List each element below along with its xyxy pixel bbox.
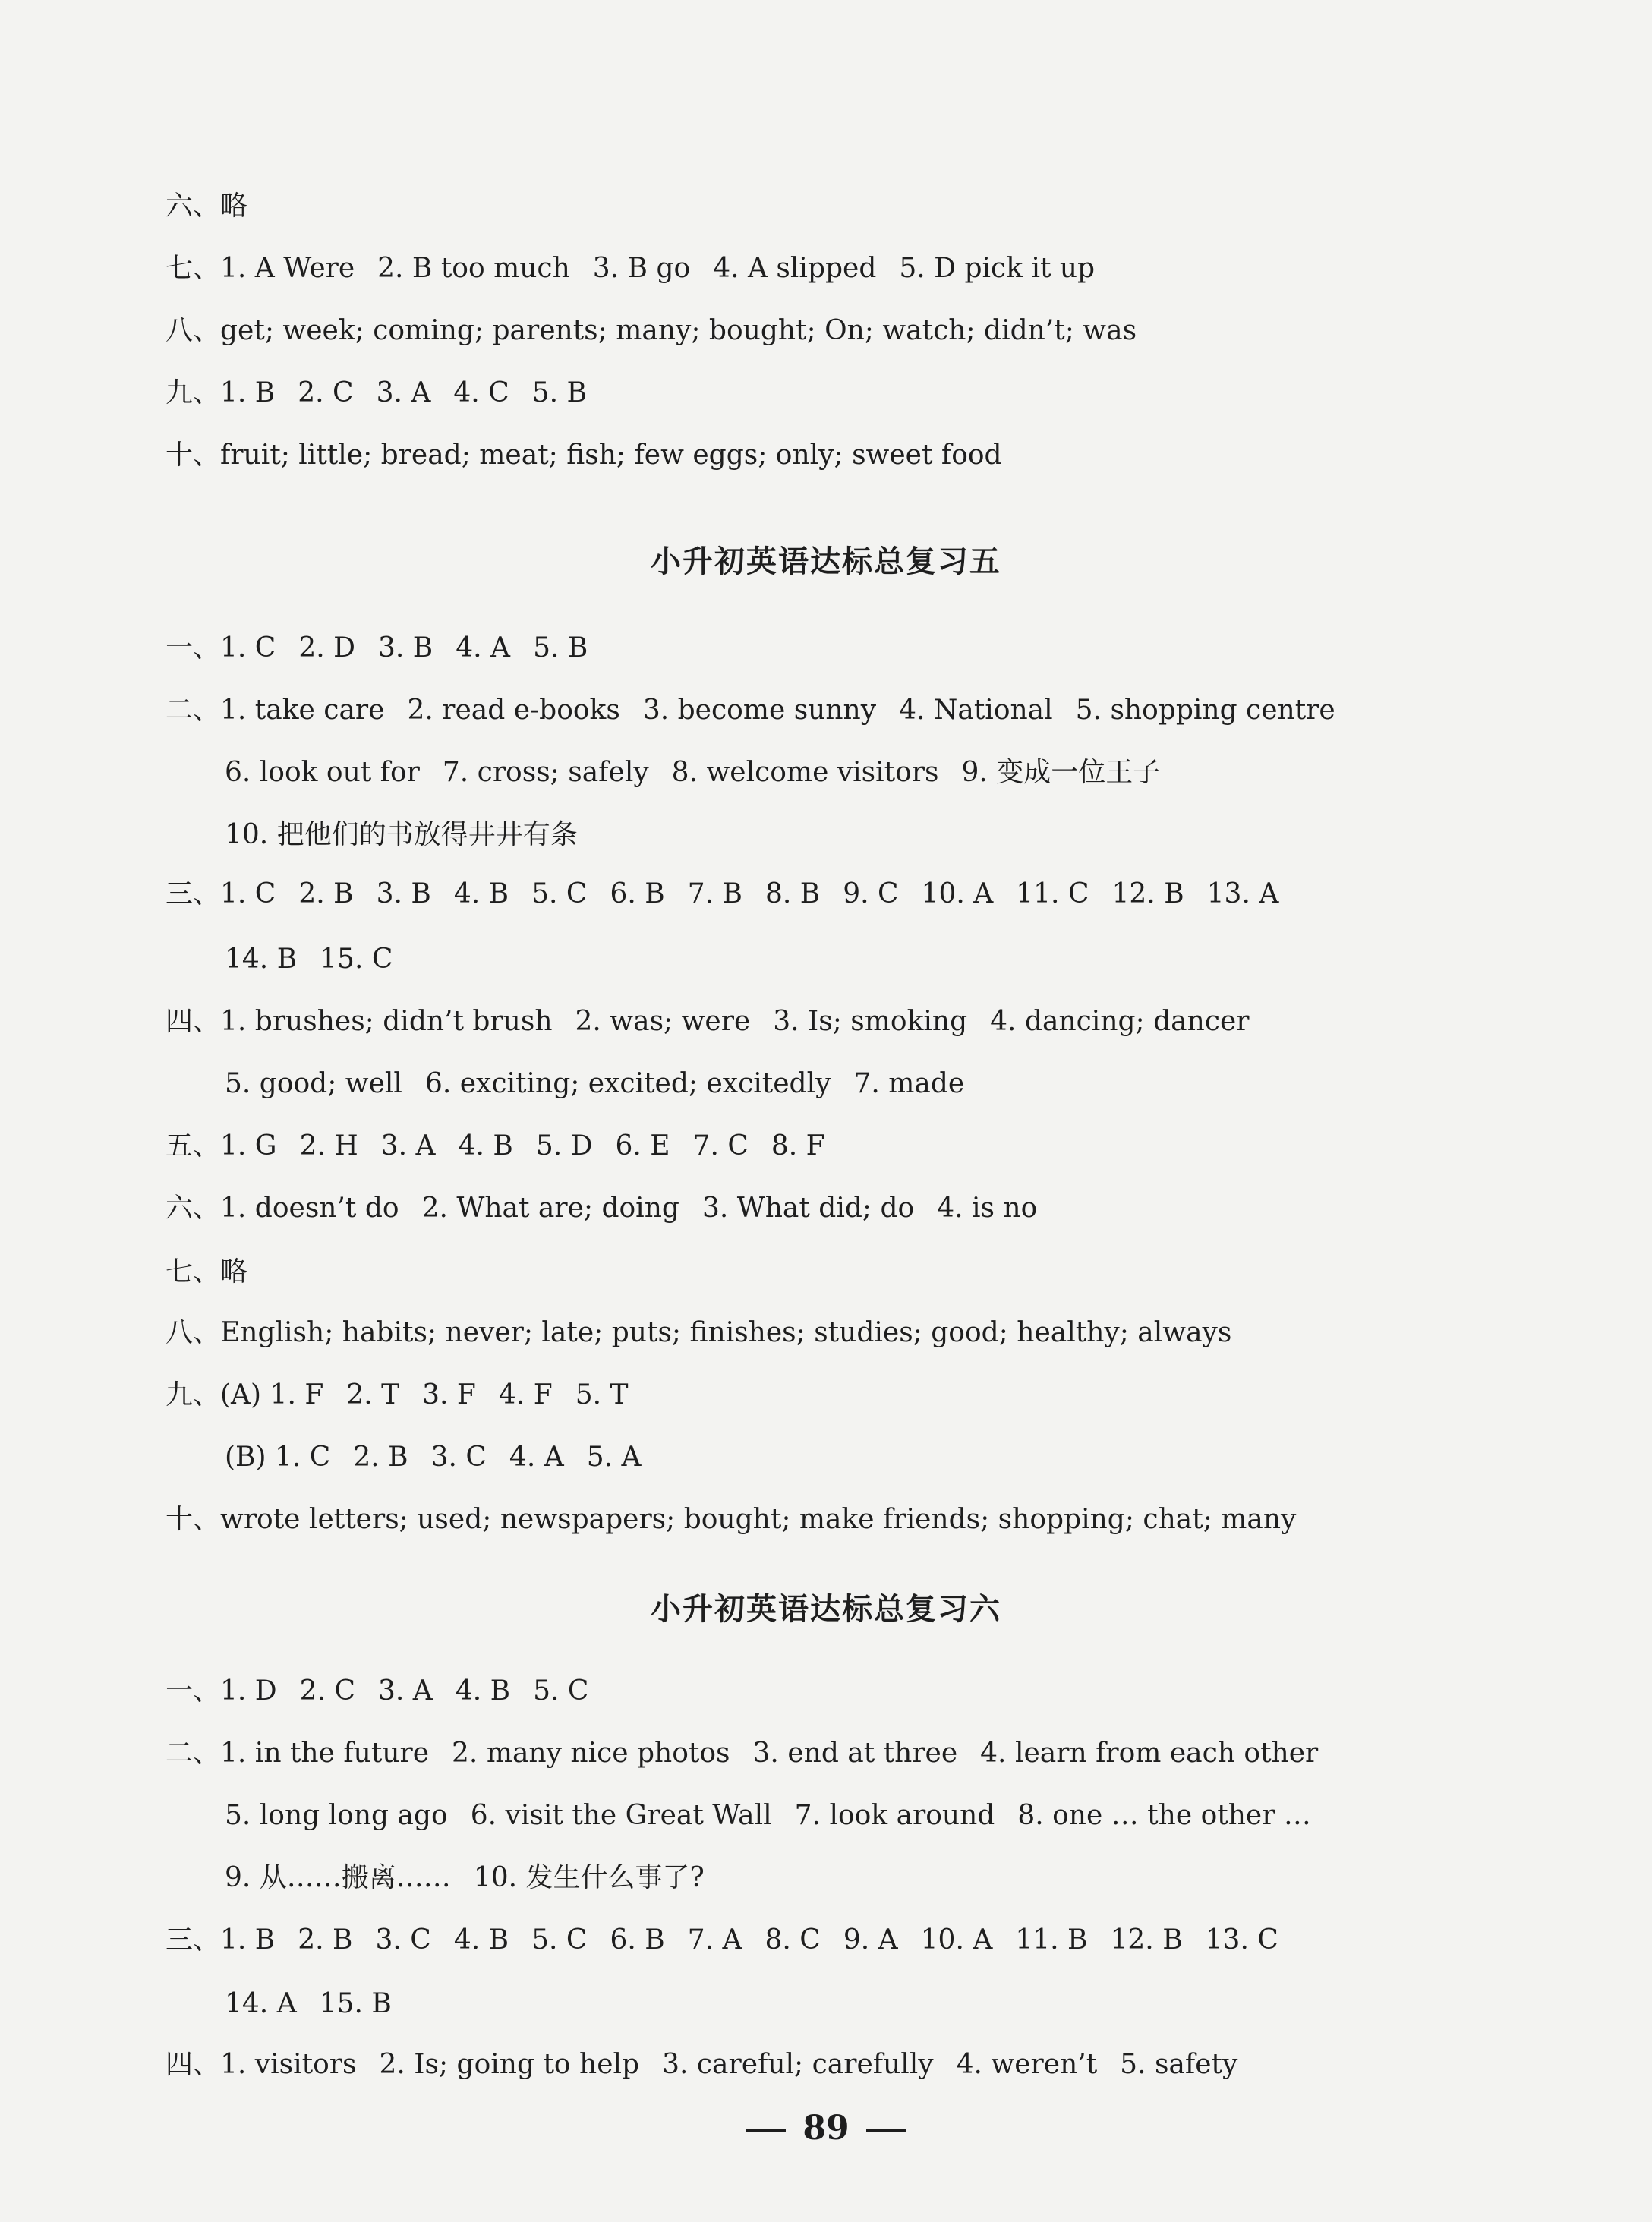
question-group-label: 四、 (166, 1006, 221, 1037)
answer-item: 2. read e-books (407, 695, 620, 726)
answer-item: 10. 把他们的书放得井井有条 (225, 819, 578, 850)
answer-item: 1. take care (220, 695, 385, 726)
answer-item: 2. was; were (575, 1006, 751, 1037)
answer-item: 7. cross; safely (442, 757, 649, 788)
answer-line (166, 875, 1561, 913)
answer-item: 2. B (298, 878, 354, 909)
answer-line (166, 1003, 1561, 1041)
answer-item: 12. B (1111, 878, 1184, 909)
answer-item: 6. look out for (225, 757, 420, 788)
answer-item: 4. B (453, 878, 509, 909)
answer-item: wrote letters; used; newspapers; bought; make friends; shopping; chat; many (220, 1504, 1297, 1535)
answer-item: 1. in the future (220, 1738, 430, 1769)
answer-item: 1. B (220, 1924, 276, 1956)
answer-item: 5. B (531, 377, 587, 408)
answer-item: 3. B go (592, 253, 691, 284)
answer-item: 4. weren’t (956, 2049, 1098, 2080)
answer-item: 1. C (220, 878, 276, 909)
answer-item: 4. F (498, 1379, 553, 1410)
answer-item: 7. C (692, 1130, 749, 1161)
question-group-label: 九、 (166, 1379, 221, 1410)
answer-item: 9. 变成一位王子 (961, 757, 1161, 788)
answer-item: 3. end at three (752, 1738, 958, 1769)
answer-item: 8. F (771, 1130, 825, 1161)
question-group-label: 六、 (166, 1193, 221, 1224)
answer-item: 3. careful; carefully (662, 2049, 934, 2080)
answer-item: 4. C (453, 377, 509, 408)
answer-item: 1. brushes; didn’t brush (220, 1006, 553, 1037)
question-group-label: 一、 (166, 1675, 221, 1707)
answer-item: 1. C (220, 632, 276, 663)
answer-item: 5. shopping centre (1075, 695, 1335, 726)
answer-item: 2. C (299, 1675, 356, 1707)
answer-item: fruit; little; bread; meat; fish; few eggs; only; sweet food (220, 440, 1002, 471)
answer-item: 7. made (853, 1068, 965, 1099)
answer-item: 10. A (921, 878, 994, 909)
answer-item: 5. D (535, 1130, 593, 1161)
answer-line (225, 941, 1561, 979)
page-number-text: 89 (802, 2109, 850, 2148)
answer-line (225, 1439, 1561, 1477)
answer-line (225, 754, 1561, 792)
answer-item: 11. C (1016, 878, 1089, 909)
answer-item: 4. dancing; dancer (990, 1006, 1250, 1037)
answer-item: 8. B (765, 878, 821, 909)
answer-item: 5. safety (1120, 2049, 1238, 2080)
page-number-dash-right (866, 2129, 906, 2132)
question-group-label: 十、 (166, 1504, 221, 1535)
answer-item: 3. A (378, 1675, 433, 1707)
answer-item: 9. 从……搬离…… (225, 1862, 451, 1893)
answer-item: 3. Is; smoking (773, 1006, 968, 1037)
answer-item: 8. welcome visitors (671, 757, 939, 788)
answer-line (166, 692, 1561, 730)
answer-item: 5. long long ago (225, 1800, 448, 1831)
answer-item: 6. B (610, 878, 665, 909)
answer-item: 2. C (298, 377, 354, 408)
answer-item: 6. exciting; excited; excitedly (424, 1068, 831, 1099)
question-group-label: 八、 (166, 315, 221, 346)
question-group-label: 九、 (166, 377, 221, 408)
page-number (0, 2107, 1652, 2150)
answer-item: 7. look around (794, 1800, 995, 1831)
answer-line (166, 1921, 1561, 1959)
answer-line (225, 1797, 1561, 1835)
answer-item: 2. B (353, 1442, 408, 1473)
answer-item: 14. A (225, 1988, 297, 2019)
answer-item: 10. A (920, 1924, 993, 1956)
answer-item: (A) 1. F (220, 1379, 324, 1410)
answer-item: 8. one … the other … (1017, 1800, 1311, 1831)
answer-item: 4. B (458, 1130, 513, 1161)
answer-item: 2. What are; doing (421, 1193, 679, 1224)
answer-line (225, 1985, 1561, 2023)
answer-line (166, 1672, 1561, 1710)
answer-item: 1. doesn’t do (220, 1193, 399, 1224)
answer-item: 12. B (1110, 1924, 1183, 1956)
answer-line (166, 1253, 1561, 1291)
question-group-label: 三、 (166, 878, 221, 909)
answer-item: 3. C (375, 1924, 431, 1956)
answer-item: 1. B (220, 377, 276, 408)
answer-item: 5. good; well (225, 1068, 402, 1099)
answer-item: 1. G (220, 1130, 277, 1161)
section-title-5: 小升初英语达标总复习五 (651, 544, 1001, 579)
question-group-label: 八、 (166, 1317, 221, 1348)
answer-item: 1. visitors (220, 2049, 357, 2080)
answer-line (166, 1127, 1561, 1165)
answer-line (225, 816, 1561, 854)
answer-item: 3. become sunny (642, 695, 877, 726)
answer-item: 6. E (615, 1130, 670, 1161)
answer-item: 3. What did; do (701, 1193, 915, 1224)
answer-item: 2. B too much (377, 253, 570, 284)
answer-line (166, 1314, 1561, 1352)
answer-item: 5. C (531, 1924, 588, 1956)
answer-item: 7. B (687, 878, 742, 909)
answer-item: 4. A (456, 632, 511, 663)
answer-item: 4. B (455, 1675, 511, 1707)
answer-item: 3. A (380, 1130, 436, 1161)
answer-item: 5. T (575, 1379, 629, 1410)
answer-item: 15. C (320, 944, 393, 975)
answer-item: 4. is no (937, 1193, 1038, 1224)
answer-line (166, 312, 1561, 350)
answer-item: 3. A (376, 377, 431, 408)
question-group-label: 二、 (166, 695, 221, 726)
answer-item: 3. C (430, 1442, 487, 1473)
answer-item: 13. A (1206, 878, 1279, 909)
page-number-dash-left (746, 2129, 786, 2132)
answer-line (166, 1190, 1561, 1228)
answer-item: 4. A slipped (713, 253, 877, 284)
answer-item: 5. C (533, 1675, 589, 1707)
answer-line (166, 629, 1561, 667)
answer-item: 4. National (899, 695, 1053, 726)
answer-item: (B) 1. C (225, 1442, 331, 1473)
answer-item: 6. visit the Great Wall (470, 1800, 772, 1831)
answer-item: 5. D pick it up (899, 253, 1096, 284)
answer-line (166, 374, 1561, 412)
answer-item: 4. A (509, 1442, 564, 1473)
section-title-6: 小升初英语达标总复习六 (651, 1592, 1001, 1627)
answer-item: 11. B (1015, 1924, 1088, 1956)
answer-item: 2. D (298, 632, 356, 663)
answer-line (166, 250, 1561, 288)
answer-item: 6. B (610, 1924, 665, 1956)
answer-item: 2. T (346, 1379, 400, 1410)
answer-line (166, 1501, 1561, 1539)
answer-line (166, 188, 1561, 225)
answer-line (166, 1376, 1561, 1414)
answer-item: 5. C (531, 878, 588, 909)
answer-item: 14. B (225, 944, 298, 975)
question-group-label: 一、 (166, 632, 221, 663)
answer-item: 10. 发生什么事了? (473, 1862, 705, 1893)
question-group-label: 二、 (166, 1738, 221, 1769)
answer-item: 7. A (687, 1924, 742, 1956)
question-group-label: 三、 (166, 1924, 221, 1956)
answer-item: 2. many nice photos (452, 1738, 730, 1769)
question-group-label: 五、 (166, 1130, 221, 1161)
answer-item: 1. D (220, 1675, 277, 1707)
answer-item: 9. A (843, 1924, 898, 1956)
answer-item: 2. B (298, 1924, 353, 1956)
answer-item: 9. C (843, 878, 899, 909)
answer-line (166, 437, 1561, 474)
answer-item: 13. C (1205, 1924, 1278, 1956)
answer-item: 5. A (586, 1442, 642, 1473)
answer-item: 3. B (378, 632, 433, 663)
answer-item: 8. C (765, 1924, 821, 1956)
answer-line (225, 1859, 1561, 1897)
answer-item: English; habits; never; late; puts; finishes; studies; good; healthy; always (220, 1317, 1232, 1348)
question-group-label: 十、 (166, 440, 221, 471)
answer-line (166, 2046, 1561, 2084)
answer-item: 2. H (299, 1130, 358, 1161)
answer-item: 15. B (319, 1988, 392, 2019)
question-group-label: 七、 (166, 253, 221, 284)
answer-line (225, 1065, 1561, 1103)
question-group-label: 七、 (166, 1256, 221, 1287)
question-group-label: 四、 (166, 2049, 221, 2080)
answer-item: 略 (220, 1256, 248, 1287)
answer-item: 4. B (453, 1924, 509, 1956)
answer-item: 1. A Were (220, 253, 355, 284)
answer-item: 六、略 (166, 191, 248, 222)
answer-item: get; week; coming; parents; many; bought; On; watch; didn’t; was (220, 315, 1137, 346)
answer-item: 5. B (533, 632, 588, 663)
answer-item: 3. B (376, 878, 431, 909)
answer-item: 2. Is; going to help (379, 2049, 640, 2080)
answer-item: 4. learn from each other (980, 1738, 1319, 1769)
answer-item: 3. F (422, 1379, 476, 1410)
answer-line (166, 1735, 1561, 1773)
